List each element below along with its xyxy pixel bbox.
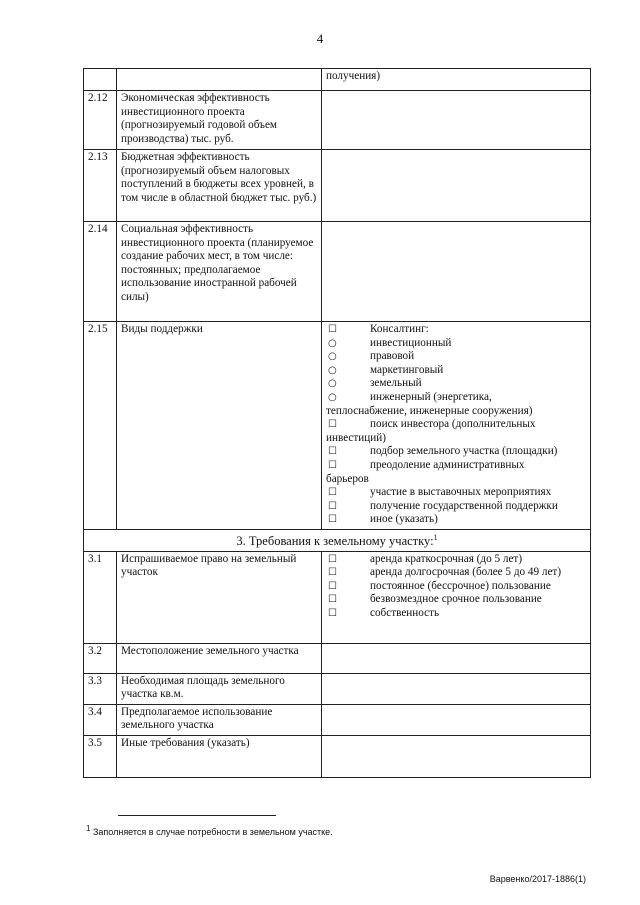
row-value-field[interactable] bbox=[322, 150, 591, 222]
row-number: 3.4 bbox=[84, 704, 117, 735]
option-label: иное (указать) bbox=[370, 513, 438, 526]
checkbox-icon[interactable]: ☐ bbox=[328, 580, 337, 592]
row-number: 2.12 bbox=[84, 91, 117, 150]
row-label: Виды поддержки bbox=[117, 322, 322, 530]
row-label: Испрашиваемое право на земельный участок bbox=[117, 551, 322, 643]
footnote-reference: 1 bbox=[433, 532, 438, 542]
checkbox-icon[interactable]: ☐ bbox=[328, 459, 337, 471]
row-label: Необходимая площадь земельного участка кв.м. bbox=[117, 673, 322, 704]
option-long-lease[interactable] bbox=[326, 566, 586, 580]
row-number bbox=[84, 69, 117, 91]
checkbox-icon[interactable]: ☐ bbox=[328, 608, 337, 620]
table-row bbox=[84, 222, 591, 322]
option-state-support[interactable] bbox=[326, 500, 586, 514]
checkbox-icon[interactable]: ☐ bbox=[328, 419, 337, 431]
table-row-land-right bbox=[84, 551, 591, 643]
option-label: Консалтинг: bbox=[370, 323, 429, 335]
option-ownership[interactable] bbox=[326, 607, 586, 621]
footnote-divider bbox=[118, 815, 276, 816]
radio-icon[interactable]: ○ bbox=[328, 337, 337, 349]
page-number: 4 bbox=[316, 31, 324, 46]
option-label-continuation: барьеров bbox=[326, 472, 369, 485]
row-label: Иные требования (указать) bbox=[117, 736, 322, 778]
footnote bbox=[86, 824, 333, 837]
option-label-continuation: теплоснабжение, инженерные сооружения) bbox=[326, 404, 533, 417]
row-number: 2.13 bbox=[84, 150, 117, 222]
row-number: 3.1 bbox=[84, 551, 117, 643]
support-options bbox=[322, 322, 591, 530]
option-label: правовой bbox=[370, 350, 415, 363]
option-label: инвестиционный bbox=[370, 336, 452, 349]
option-label: земельный bbox=[370, 377, 422, 390]
table-row-support bbox=[84, 322, 591, 530]
footnote-text: Заполняется в случае потребности в земельном участке. bbox=[92, 827, 333, 837]
checkbox-icon[interactable]: ☐ bbox=[328, 594, 337, 606]
row-value-field[interactable] bbox=[322, 91, 591, 150]
table-row bbox=[84, 150, 591, 222]
row-number: 3.2 bbox=[84, 643, 117, 673]
footnote-number: 1 bbox=[86, 824, 91, 833]
table-row bbox=[84, 673, 591, 704]
row-number: 3.3 bbox=[84, 673, 117, 704]
option-free-use[interactable] bbox=[326, 593, 586, 607]
application-form-table bbox=[83, 68, 591, 778]
option-legal[interactable] bbox=[326, 350, 586, 364]
option-other[interactable] bbox=[326, 513, 586, 527]
option-engineering[interactable] bbox=[326, 391, 586, 405]
row-number: 2.15 bbox=[84, 322, 117, 530]
option-label: преодоление административных bbox=[370, 458, 525, 471]
option-short-lease[interactable] bbox=[326, 553, 586, 567]
table-row bbox=[84, 91, 591, 150]
option-label: получение государственной поддержки bbox=[370, 499, 558, 512]
option-label: маркетинговый bbox=[370, 363, 444, 376]
document-code: Варвенко/2017-1886(1) bbox=[489, 874, 586, 884]
row-label: Местоположение земельного участка bbox=[117, 643, 322, 673]
option-label: собственность bbox=[370, 607, 440, 620]
row-number: 3.5 bbox=[84, 736, 117, 778]
checkbox-icon[interactable]: ☐ bbox=[328, 324, 337, 335]
row-label: Экономическая эффективность инвестиционного проекта (прогнозируемый годовой объем производства) тыс. руб. bbox=[117, 91, 322, 150]
option-investor-search[interactable] bbox=[326, 418, 586, 432]
table-row bbox=[84, 704, 591, 735]
option-label: инженерный (энергетика, bbox=[370, 390, 492, 403]
option-exhibitions[interactable] bbox=[326, 486, 586, 500]
radio-icon[interactable]: ○ bbox=[328, 391, 337, 403]
option-label: аренда долгосрочная (более 5 до 49 лет) bbox=[370, 566, 562, 579]
option-label: поиск инвестора (дополнительных bbox=[370, 418, 536, 431]
checkbox-icon[interactable]: ☐ bbox=[328, 500, 337, 512]
option-label: безвозмездное срочное пользование bbox=[370, 593, 542, 606]
checkbox-icon[interactable]: ☐ bbox=[328, 567, 337, 579]
land-right-options bbox=[322, 551, 591, 643]
option-permanent-use[interactable] bbox=[326, 580, 586, 594]
table-row bbox=[84, 736, 591, 778]
section-heading bbox=[84, 529, 591, 551]
option-label: постоянное (бессрочное) пользование bbox=[370, 579, 551, 592]
option-label: участие в выставочных мероприятиях bbox=[370, 486, 552, 499]
checkbox-icon[interactable]: ☐ bbox=[328, 487, 337, 499]
section-title: 3. Требования к земельному участку: bbox=[236, 534, 434, 549]
option-admin-barriers[interactable] bbox=[326, 459, 586, 473]
row-value: получения) bbox=[322, 69, 591, 91]
checkbox-icon[interactable]: ☐ bbox=[328, 446, 337, 458]
radio-icon[interactable]: ○ bbox=[328, 378, 337, 390]
radio-icon[interactable]: ○ bbox=[328, 364, 337, 376]
option-label: подбор земельного участка (площадки) bbox=[370, 445, 558, 458]
option-investment[interactable] bbox=[326, 337, 586, 351]
option-consulting[interactable] bbox=[326, 323, 586, 337]
row-label: Социальная эффективность инвестиционного проекта (планируемое создание рабочих мест, в том числе: постоянных; предполагаемое использование иностранной рабочей силы) bbox=[117, 222, 322, 322]
row-label: Бюджетная эффективность (прогнозируемый объем налоговых поступлений в бюджеты всех уровней, в том числе в областной бюджет тыс. руб.) bbox=[117, 150, 322, 222]
row-value-field[interactable] bbox=[322, 673, 591, 704]
option-land[interactable] bbox=[326, 377, 586, 391]
option-label: аренда краткосрочная (до 5 лет) bbox=[370, 552, 523, 565]
row-value-field[interactable] bbox=[322, 736, 591, 778]
row-number: 2.14 bbox=[84, 222, 117, 322]
option-marketing[interactable] bbox=[326, 364, 586, 378]
row-value-field[interactable] bbox=[322, 222, 591, 322]
option-land-selection[interactable] bbox=[326, 445, 586, 459]
section-heading-row bbox=[84, 529, 591, 551]
row-value-field[interactable] bbox=[322, 643, 591, 673]
option-label-continuation: инвестиций) bbox=[326, 431, 386, 444]
row-label: Предполагаемое использование земельного участка bbox=[117, 704, 322, 735]
radio-icon[interactable]: ○ bbox=[328, 351, 337, 363]
table-row bbox=[84, 69, 591, 91]
table-row bbox=[84, 643, 591, 673]
row-label bbox=[117, 69, 322, 91]
checkbox-icon[interactable]: ☐ bbox=[328, 514, 337, 526]
row-value-field[interactable] bbox=[322, 704, 591, 735]
checkbox-icon[interactable]: ☐ bbox=[328, 553, 337, 565]
